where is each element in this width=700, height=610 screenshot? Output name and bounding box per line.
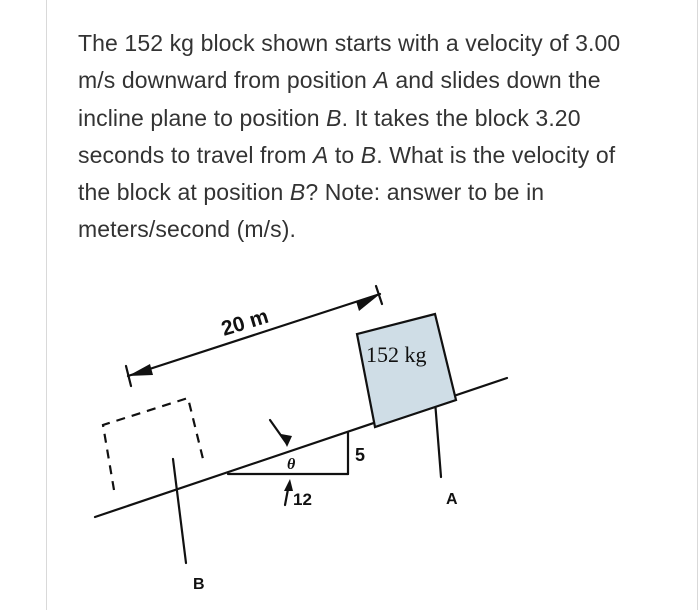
dimension-arrowhead-right	[356, 294, 380, 311]
question-text-segment: incline plane to position	[78, 104, 327, 131]
position-variable: A	[312, 141, 329, 168]
angle-label: θ	[287, 456, 296, 473]
angle-arrowhead	[281, 434, 292, 447]
dimension-line	[128, 294, 380, 376]
question-text-segment: the block at position	[78, 179, 290, 206]
position-variable: B	[289, 179, 306, 206]
position-variable: A	[373, 67, 389, 94]
question-text-segment: ? Note: answer to be in	[305, 179, 545, 206]
question-text-segment: meters/second (m/s).	[78, 216, 296, 243]
run-arrowhead	[284, 479, 293, 491]
position-b-label: B	[193, 576, 205, 593]
position-a-line	[435, 401, 441, 477]
question-text-segment: to	[328, 141, 361, 168]
position-a-label: A	[446, 491, 458, 508]
position-b-line	[173, 459, 186, 563]
slope-run-label: 12	[293, 490, 312, 509]
position-variable: B	[326, 104, 342, 131]
block-mass-label: 152 kg	[366, 342, 427, 367]
distance-label: 20 m	[218, 304, 272, 341]
position-variable: B	[360, 141, 377, 168]
question-text-segment: and slides down the	[388, 67, 601, 94]
question-text-segment: m/s downward from position	[78, 67, 374, 94]
slope-rise-label: 5	[355, 445, 366, 465]
question-text-segment: seconds to travel from	[78, 141, 313, 168]
block	[357, 314, 456, 427]
dimension-arrowhead-left	[128, 364, 153, 376]
question-text-segment: The 152 kg block shown starts with a velocity of 3.00	[78, 30, 621, 56]
question-text-segment: . What is the velocity of	[376, 141, 616, 168]
block-start-dashed-outline	[103, 398, 204, 490]
question-text-segment: . It takes the block 3.20	[341, 104, 581, 131]
